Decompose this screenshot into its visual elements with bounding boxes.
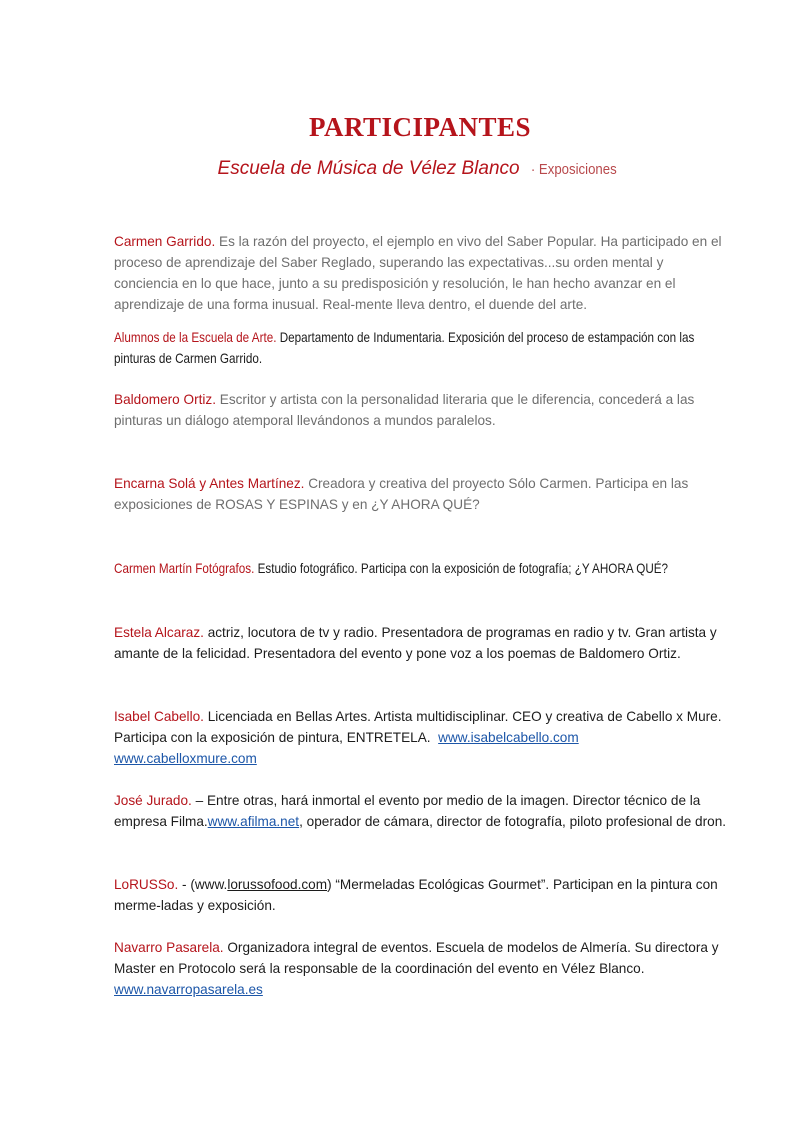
participant-description: actriz, locutora de tv y radio. Presentadora de programas en radio y tv. Gran artista y amante de la felicidad. Presentadora del evento y pone voz a los poemas de Baldomero Ortiz. xyxy=(114,625,717,661)
participant-description: Escritor y artista con la personalidad literaria que le diferencia, concederá a las pinturas un diálogo atemporal llevándonos a mundos paralelos. xyxy=(114,392,695,428)
participant-alumnos-escuela-arte xyxy=(114,327,730,369)
cabelloxmure-link[interactable]: www.cabelloxmure.com xyxy=(114,751,257,766)
participant-isabel-cabello xyxy=(114,706,730,769)
participant-name: Isabel Cabello. xyxy=(114,709,204,724)
participant-description: Creadora y creativa del proyecto Sólo Carmen. Participa en las exposiciones de ROSAS Y ESPINAS y en ¿Y AHORA QUÉ? xyxy=(114,476,689,512)
navarropasarela-link[interactable]: www.navarropasarela.es xyxy=(114,982,263,997)
participant-baldomero-ortiz xyxy=(114,389,730,431)
participant-description: Organizadora integral de eventos. Escuela de modelos de Almería. Su directora y Master en Protocolo será la responsable de la coordinación del evento en Vélez Blanco. xyxy=(114,940,719,976)
participant-navarro-pasarela xyxy=(114,937,730,1000)
participant-jose-jurado xyxy=(114,790,730,832)
isabelcabello-link[interactable]: www.isabelcabello.com xyxy=(438,730,579,745)
participant-encarna-sola xyxy=(114,473,730,515)
participant-carmen-martin-fotografos xyxy=(114,558,730,579)
participant-name: Alumnos de la Escuela de Arte. xyxy=(114,330,277,345)
participant-name: José Jurado. xyxy=(114,793,192,808)
participant-description: Estudio fotográfico. Participa con la exposición de fotografía; ¿Y AHORA QUÉ? xyxy=(254,561,669,576)
participant-name: Encarna Solá y Antes Martínez. xyxy=(114,476,305,491)
participant-name: Carmen Garrido. xyxy=(114,234,216,249)
participant-name: Baldomero Ortiz. xyxy=(114,392,216,407)
afilma-link[interactable]: www.afilma.net xyxy=(207,814,300,829)
participant-description: Licenciada en Bellas Artes. Artista multidisciplinar. CEO y creativa de Cabello x Mure. Participa con la exposición de pintura, ENTRETELA. xyxy=(114,709,722,745)
participant-name: LoRUSSo. xyxy=(114,877,179,892)
participant-description: Es la razón del proyecto, el ejemplo en vivo del Saber Popular. Ha participado en el proceso de aprendizaje del Saber Reglado, superando las expectativas...su orden mental y conciencia en lo que hace, junto a su predisposición y resolución, le han hecho avanzar en el aprendizaje de una forma inusual. Real-mente lleva dentro, el duende del arte. xyxy=(114,234,722,312)
participant-description: Departamento de Indumentaria. Exposición del proceso de estampación con las pinturas de Carmen Garrido. xyxy=(114,330,695,366)
participant-carmen-garrido xyxy=(114,231,730,315)
subtitle-school: Escuela de Música de Vélez Blanco xyxy=(217,158,520,179)
participant-name: Estela Alcaraz. xyxy=(114,625,204,640)
participant-name: Carmen Martín Fotógrafos. xyxy=(114,561,255,576)
lorussofood-link[interactable]: lorussofood.com xyxy=(227,877,328,892)
participant-description: – Entre otras, hará inmortal el evento por medio de la imagen. Director técnico de la empresa Filma. xyxy=(114,793,701,829)
participant-name: Navarro Pasarela. xyxy=(114,940,224,955)
page-title: PARTICIPANTES xyxy=(308,112,532,142)
participant-lorusso xyxy=(114,874,730,916)
page-subtitle xyxy=(0,158,800,180)
participant-description: - (www. xyxy=(178,877,228,892)
participant-estela-alcaraz xyxy=(114,622,730,664)
participant-description-cont: , operador de cámara, director de fotografía, piloto profesional de dron. xyxy=(299,814,727,829)
subtitle-suffix: · Exposiciones xyxy=(530,161,617,178)
participant-description-cont: ) “Mermeladas Ecológicas Gourmet”. Participan en la pintura con merme-ladas y exposición. xyxy=(114,877,718,913)
